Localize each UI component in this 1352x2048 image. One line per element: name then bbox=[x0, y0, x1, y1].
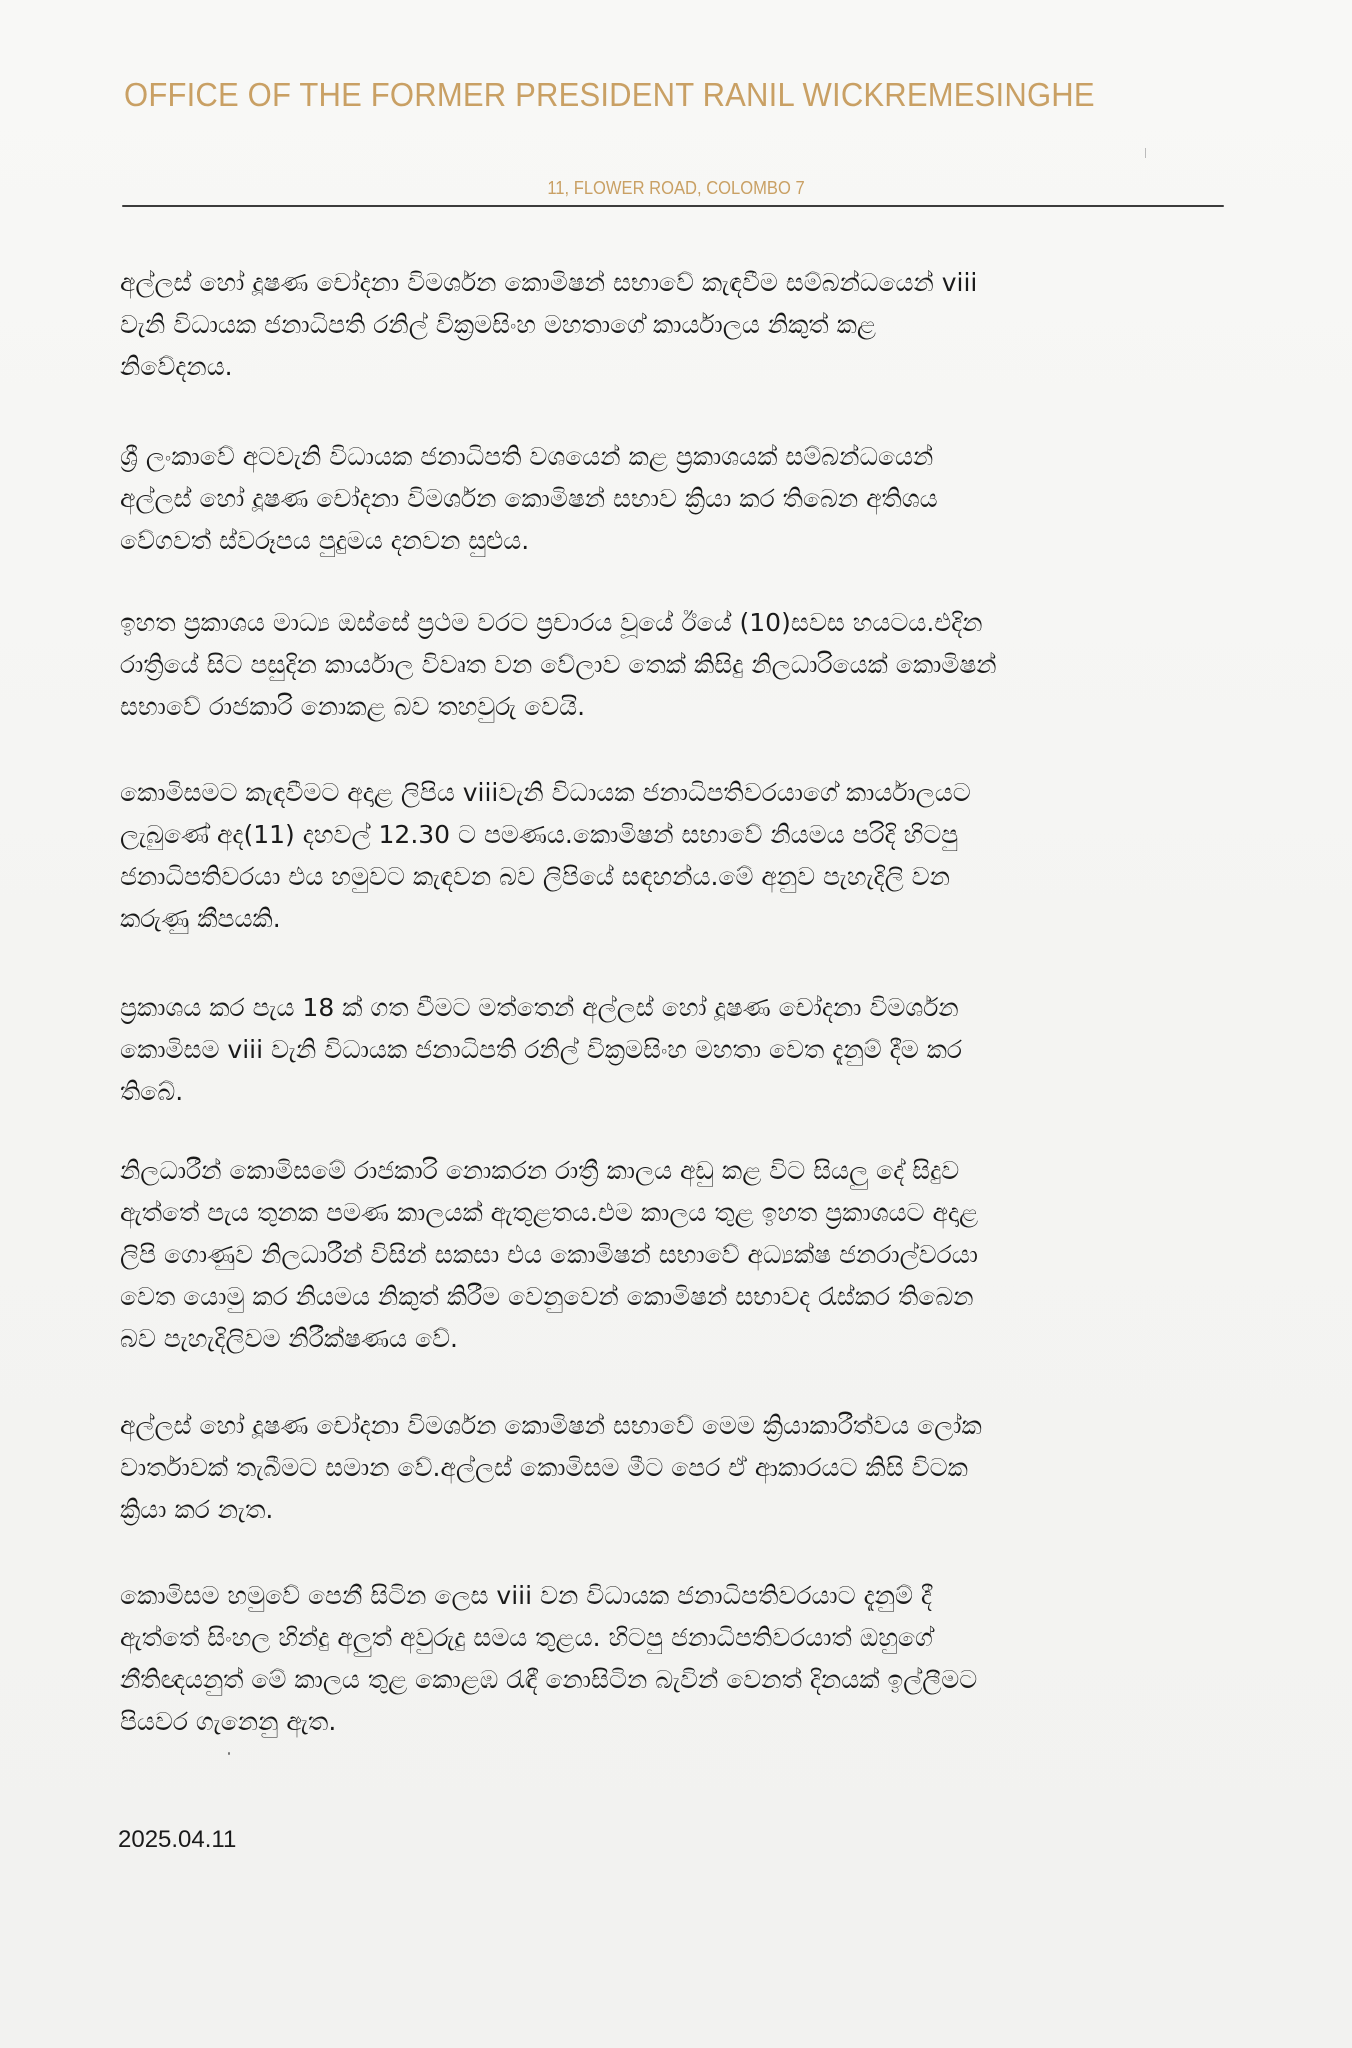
paragraph-line: ඇත්තේ සිංහල හින්දු අලුත් අවුරුදු සමය තුළය. හිටපු ජනාධිපතිවරයාත් ඔහුගේ bbox=[120, 1623, 933, 1652]
paragraph-line: බව පැහැදිලිවම නිරීක්ෂණය වේ. bbox=[120, 1324, 458, 1353]
letterhead-title: OFFICE OF THE FORMER PRESIDENT RANIL WICKREMESINGHE bbox=[124, 76, 1095, 113]
paragraph-line: කරුණු කීපයකි. bbox=[120, 904, 281, 933]
paragraph-line: නීතිඥයනුත් මේ කාලය තුළ කොළඹ රැඳී නොසිටින බැවින් වෙනත් දිනයක් ඉල්ලීමට bbox=[120, 1665, 978, 1694]
paragraph-line: පියවර ගැනෙනු ඇත. bbox=[120, 1707, 337, 1736]
paragraph bbox=[120, 1150, 1230, 1360]
paragraph-line: වැනි විධායක ජනාධිපති රනිල් වික්‍රමසිංහ මහතාගේ කාර්යාලය නිකුත් කළ bbox=[120, 310, 876, 339]
letterhead-divider bbox=[122, 205, 1224, 207]
paragraph-line: ජනාධිපතිවරයා එය හමුවට කැඳවන බව ලිපියේ සඳහන්ය.මේ අනුව පැහැදිලි වන bbox=[120, 862, 950, 891]
scan-mark bbox=[1145, 148, 1146, 158]
paragraph-line: නිවේදනය. bbox=[120, 352, 233, 381]
paragraph-line: ප්‍රකාශය කර පැය 18 ක් ගත වීමට මත්තෙන් අල්ලස් හෝ දූෂණ චෝදනා විමර්ශන bbox=[120, 993, 959, 1022]
paragraph-line: නිලධාරීන් කොමිසමේ රාජකාරි නොකරන රාත්‍රී කාලය අඩු කළ විට සියලු දේ සිදුව bbox=[120, 1156, 960, 1185]
paragraph-line: ක්‍රියා කර නැත. bbox=[120, 1495, 274, 1524]
paragraph-line: සභාවේ රාජකාරි නොකළ බව තහවුරු වෙයි. bbox=[120, 692, 586, 721]
scan-mark bbox=[228, 1752, 230, 1755]
paragraph-line: කොමිසම හමුවේ පෙනී සිටින ලෙස viii වන විධායක ජනාධිපතිවරයාට දැනුම් දී bbox=[120, 1581, 933, 1610]
paragraph-line: වේගවත් ස්වරූපය පුදුමය දනවන සුළුය. bbox=[120, 526, 530, 555]
paragraph-heading bbox=[120, 262, 1230, 388]
paragraph-line: කොමිසමට කැඳවීමට අදාළ ලිපිය viiiවැනි විධායක ජනාධිපතිවරයාගේ කාර්යාලයට bbox=[120, 778, 971, 807]
letterhead-address: 11, FLOWER ROAD, COLOMBO 7 bbox=[547, 178, 805, 198]
paragraph-line: තිබේ. bbox=[120, 1077, 184, 1106]
paragraph-line: ඇත්තේ පැය තුනක පමණ කාලයක් ඇතුළතය.එම කාලය තුළ ඉහත ප්‍රකාශයට අදාළ bbox=[120, 1198, 979, 1227]
paragraph-line: අල්ලස් හෝ දූෂණ චෝදනා විමර්ශන කොමිෂන් සභාවේ කැඳවීම සම්බන්ධයෙන් viii bbox=[120, 268, 978, 297]
document-date: 2025.04.11 bbox=[118, 1826, 237, 1853]
paragraph bbox=[120, 772, 1230, 940]
paragraph-line: වාර්තාවක් තැබීමට සමාන වේ.අල්ලස් කොමිසම මීට පෙර ඒ ආකාරයට කිසි විටක bbox=[120, 1453, 968, 1482]
paragraph bbox=[120, 436, 1230, 562]
paragraph-line: ශ්‍රී ලංකාවේ අටවැනි විධායක ජනාධිපති වශයෙන් කළ ප්‍රකාශයක් සම්බන්ධයෙන් bbox=[120, 442, 934, 471]
paragraph-line: ලැබුණේ අද(11) දහවල් 12.30 ට පමණය.කොමිෂන් සභාවේ නියමය පරිදි හිටපු bbox=[120, 820, 959, 849]
paragraph bbox=[120, 1405, 1230, 1531]
paragraph-line: කොමිසම viii වැනි විධායක ජනාධිපති රනිල් වික්‍රමසිංහ මහතා වෙත දැනුම් දීම කර bbox=[120, 1035, 963, 1064]
paragraph-line: අල්ලස් හෝ දූෂණ චෝදනා විමර්ශන කොමිෂන් සභාවේ මෙම ක්‍රියාකාරීත්වය ලෝක bbox=[120, 1411, 982, 1440]
paragraph-line: ලිපි ගොණුව නිලධාරීන් විසින් සකසා එය කොමිෂන් සභාවේ අධ්‍යක්ෂ ජනරාල්වරයා bbox=[120, 1240, 978, 1269]
paragraph-line: ඉහත ප්‍රකාශය මාධ්‍ය ඔස්සේ ප්‍රථම වරට ප්‍රචාරය වූයේ ඊයේ (10)සවස හයටය.එදින bbox=[120, 608, 983, 637]
paragraph bbox=[120, 602, 1230, 728]
paragraph-line: රාත්‍රියේ සිට පසුදින කාර්යාල විවෘත වන වේලාව තෙක් කිසිදු නිලධාරියෙක් කොමිෂන් bbox=[120, 650, 997, 679]
paragraph bbox=[120, 1575, 1230, 1743]
paragraph-line: වෙත යොමු කර නියමය නිකුත් කිරීම වෙනුවෙන් කොමිෂන් සභාවද රැස්කර තිබෙන bbox=[120, 1282, 974, 1311]
paragraph-line: අල්ලස් හෝ දූෂණ චෝදනා විමර්ශන කොමිෂන් සභාව ක්‍රියා කර තිබෙන අතිශය bbox=[120, 484, 938, 513]
paragraph bbox=[120, 987, 1230, 1113]
